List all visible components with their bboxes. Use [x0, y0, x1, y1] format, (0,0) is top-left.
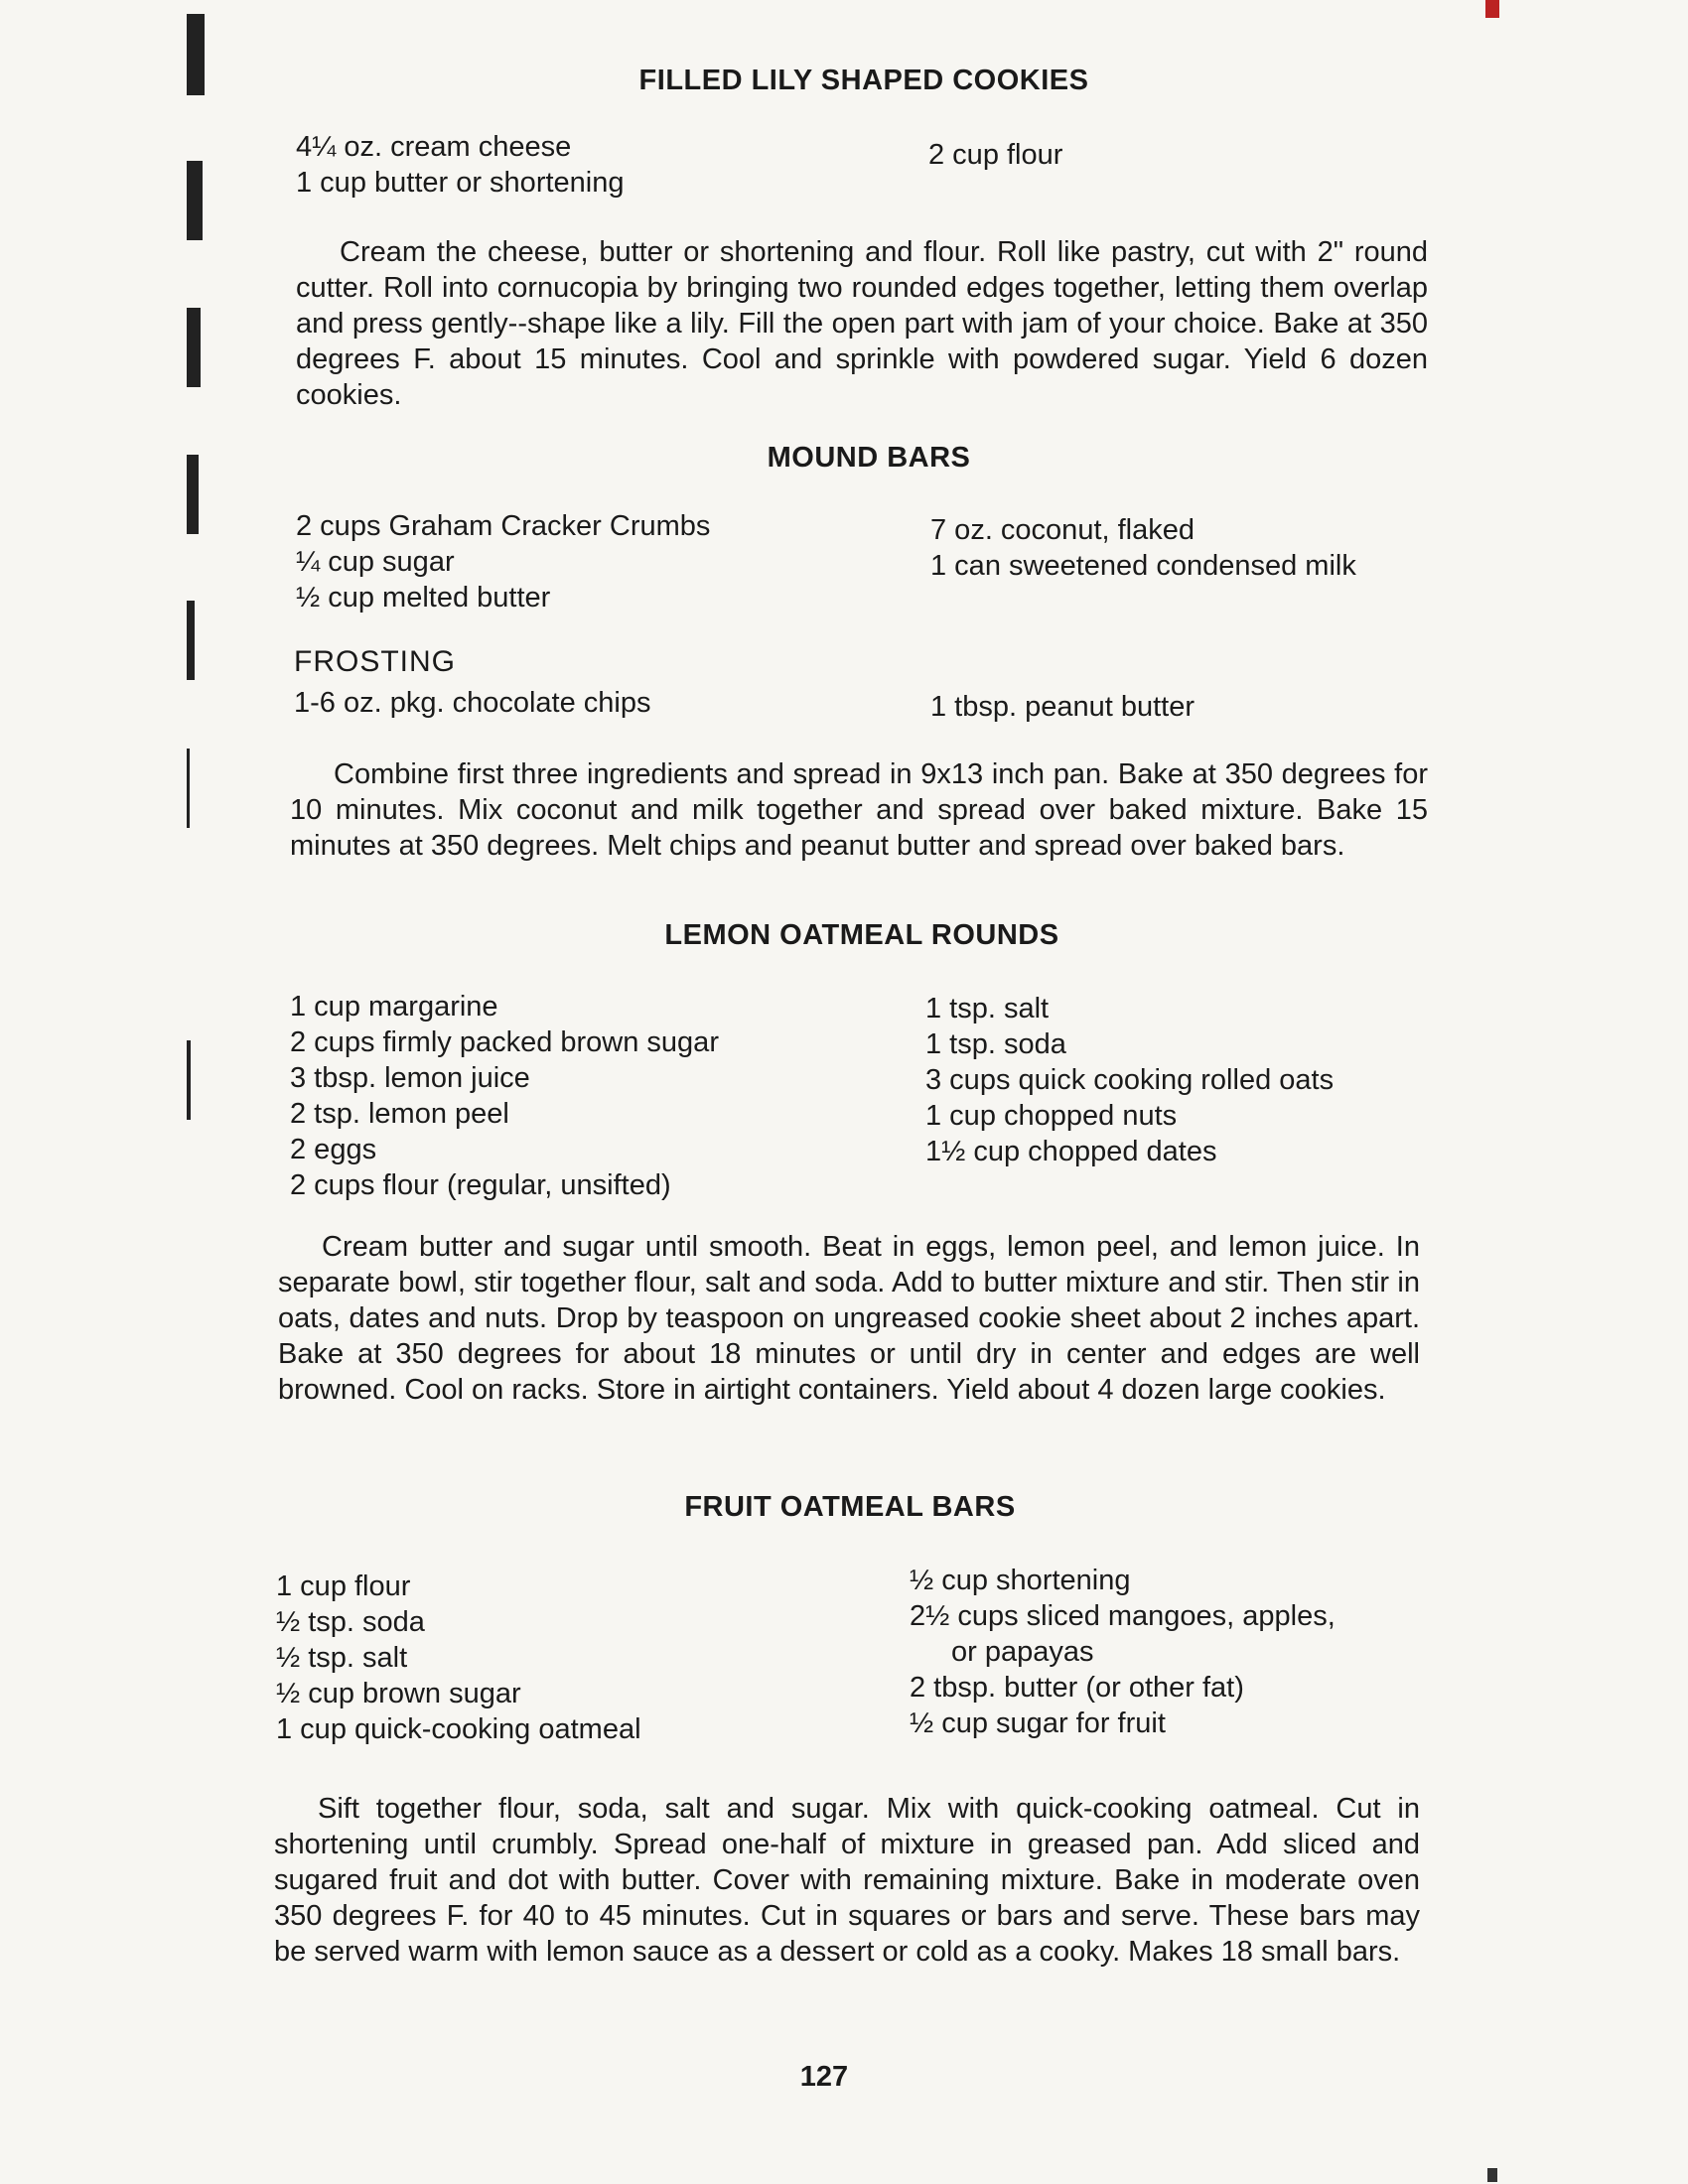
- recipe-title: LEMON OATMEAL ROUNDS: [664, 919, 1059, 951]
- ingredient: 1 cup butter or shortening: [296, 167, 625, 199]
- corner-mark: [1485, 0, 1499, 18]
- ingredient: 2 cups Graham Cracker Crumbs: [296, 510, 711, 542]
- ingredient: 1 tsp. soda: [925, 1028, 1066, 1060]
- frosting-ingredient: 1 tbsp. peanut butter: [930, 691, 1196, 723]
- ingredient-list-left: [296, 508, 710, 615]
- binding-mark: [187, 601, 195, 680]
- ingredient: 2½ cups sliced mangoes, apples,: [910, 1600, 1336, 1632]
- ingredient: 1 tsp. salt: [925, 993, 1050, 1024]
- ingredient: 2 tsp. lemon peel: [290, 1098, 509, 1130]
- ingredient: 2 cups flour (regular, unsifted): [290, 1169, 671, 1201]
- recipe-title: FILLED LILY SHAPED COOKIES: [638, 65, 1089, 96]
- ingredient: 1 cup flour: [276, 1570, 411, 1602]
- binding-mark: [187, 749, 190, 828]
- ingredient: ½ cup sugar for fruit: [910, 1707, 1166, 1739]
- ingredient-list-left: [296, 129, 624, 201]
- recipe-instructions: Cream the cheese, butter or shortening and flour. Roll like pastry, cut with 2" round cutter. Roll into cornucopia by bringing two rounded edges together, letting them overlap and press gently--shape like a lily. Fill the open part with jam of your choice. Bake at 350 degrees F. about 15 minutes. Cool and sprinkle with powdered sugar. Yield 6 dozen cookies.: [296, 236, 1428, 411]
- ingredient-list-right: [930, 512, 1356, 584]
- ingredient: 2 eggs: [290, 1134, 377, 1165]
- ingredient: ¼ cup sugar: [296, 546, 455, 578]
- ingredient: 1 cup chopped nuts: [925, 1100, 1178, 1132]
- frosting-heading: FROSTING: [294, 645, 456, 678]
- recipe-instructions: Cream butter and sugar until smooth. Beat in eggs, lemon peel, and lemon juice. In separate bowl, stir together flour, salt and soda. Add to butter mixture and stir. Then stir in oats, dates and nuts. Drop by teaspoon on ungreased cookie sheet about 2 inches apart. Bake at 350 degrees for about 18 minutes or until dry in center and edges are well browned. Cool on racks. Store in airtight containers. Yield about 4 dozen large cookies.: [278, 1231, 1420, 1406]
- recipe-title: MOUND BARS: [767, 442, 971, 474]
- frosting-ingredient: 1-6 oz. pkg. chocolate chips: [294, 687, 651, 719]
- binding-mark: [187, 455, 199, 534]
- ingredient: 7 oz. coconut, flaked: [930, 514, 1195, 546]
- ingredient: ½ cup brown sugar: [276, 1678, 521, 1709]
- ingredient: 1½ cup chopped dates: [925, 1136, 1217, 1167]
- ingredient: ½ cup melted butter: [296, 582, 551, 614]
- ingredient: ½ cup shortening: [910, 1565, 1131, 1596]
- ingredient-list-right: [928, 137, 1062, 173]
- ingredient-list-right: [925, 991, 1334, 1169]
- ingredient: 1 cup quick-cooking oatmeal: [276, 1713, 641, 1745]
- ingredient-list-right: [910, 1563, 1336, 1741]
- ingredient-list-left: [276, 1569, 641, 1747]
- recipe-instructions: Sift together flour, soda, salt and sugar. Mix with quick-cooking oatmeal. Cut in shortening until crumbly. Spread one-half of mixture in greased pan. Add sliced and sugared fruit and dot with butter. Cover with remaining mixture. Bake in moderate oven 350 degrees F. for 40 to 45 minutes. Cut in squares or bars and serve. These bars may be served warm with lemon sauce as a dessert or cold as a cooky. Makes 18 small bars.: [274, 1793, 1420, 1968]
- ingredient: 3 tbsp. lemon juice: [290, 1062, 530, 1094]
- ingredient: or papayas: [951, 1636, 1094, 1668]
- ingredient: 1 can sweetened condensed milk: [930, 550, 1356, 582]
- ingredient: 2 tbsp. butter (or other fat): [910, 1672, 1244, 1704]
- ingredient-list-left: [290, 989, 719, 1203]
- binding-mark: [187, 308, 201, 387]
- ingredient: 2 cups firmly packed brown sugar: [290, 1026, 719, 1058]
- binding-mark: [187, 1040, 191, 1120]
- binding-mark: [187, 14, 205, 95]
- ingredient: 2 cup flour: [928, 139, 1063, 171]
- ingredient: 3 cups quick cooking rolled oats: [925, 1064, 1335, 1096]
- recipe-instructions: Combine first three ingredients and spread in 9x13 inch pan. Bake at 350 degrees for 10 minutes. Mix coconut and milk together and spread over baked mixture. Bake 15 minutes at 350 degrees. Melt chips and peanut butter and spread over baked bars.: [290, 758, 1428, 862]
- ingredient: 1 cup margarine: [290, 991, 498, 1023]
- ingredient: ½ tsp. soda: [276, 1606, 425, 1638]
- recipe-title: FRUIT OATMEAL BARS: [684, 1491, 1016, 1523]
- corner-mark: [1487, 2168, 1497, 2182]
- binding-mark: [187, 161, 203, 240]
- page-number: 127: [799, 2061, 849, 2093]
- ingredient: ½ tsp. salt: [276, 1642, 408, 1674]
- ingredient: 4¼ oz. cream cheese: [296, 131, 572, 163]
